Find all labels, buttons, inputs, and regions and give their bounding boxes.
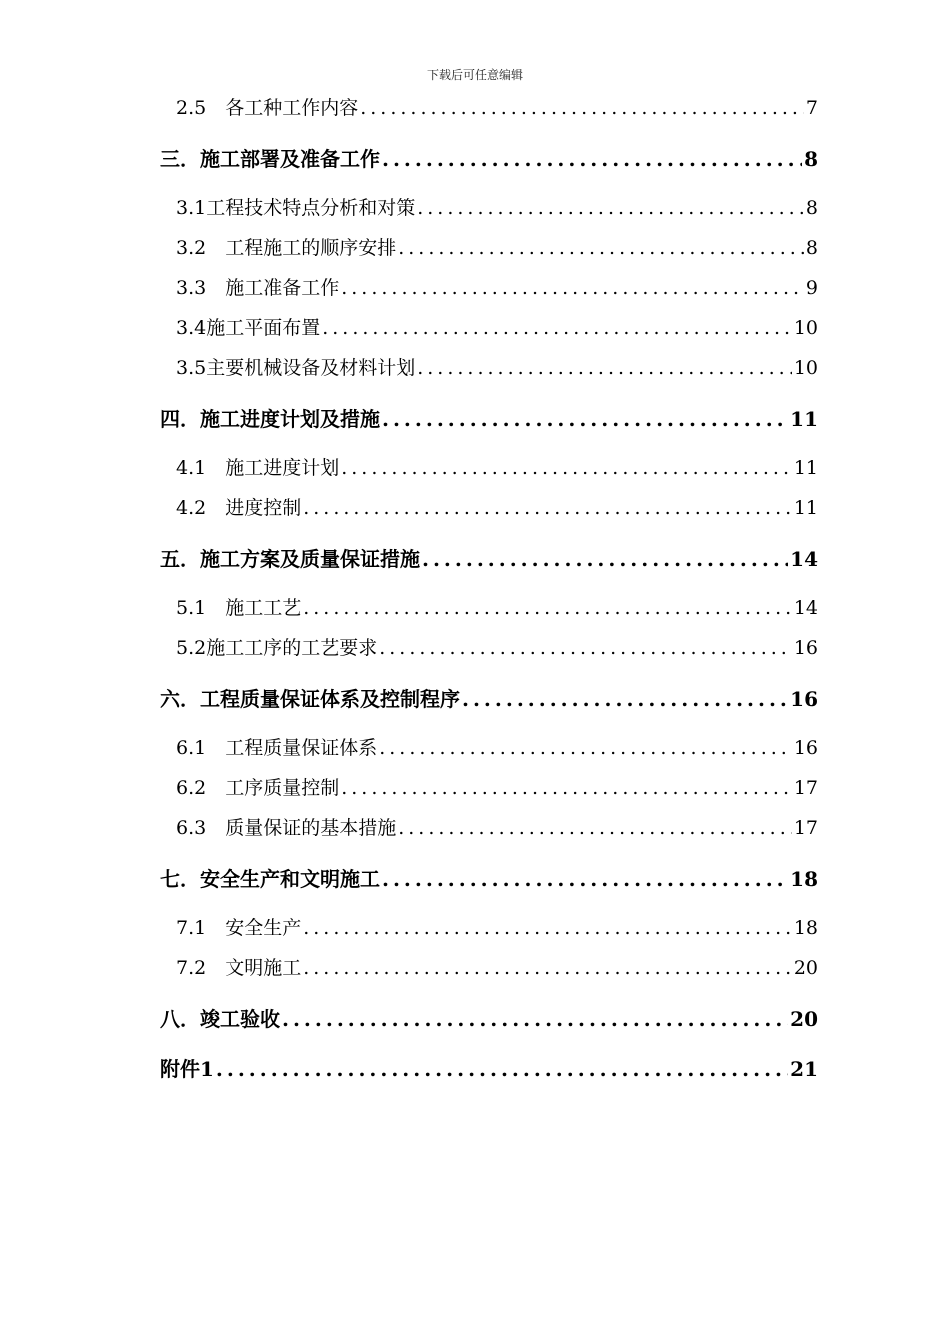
toc-entry-page: 18 [793, 917, 818, 939]
toc-entry-page: 10 [793, 317, 818, 339]
toc-entry-title: 7.1 安全生产 [176, 917, 302, 939]
toc-entry[interactable] [176, 499, 818, 518]
dot-leader [417, 199, 804, 218]
toc-entry-title: 八．竣工验收 [160, 1007, 280, 1031]
toc-entry-title: 4.1 施工进度计划 [176, 457, 340, 479]
toc-entry-title: 5.2施工工序的工艺要求 [176, 637, 378, 659]
toc-entry-title: 6.2 工序质量控制 [176, 777, 340, 799]
dot-leader [216, 1059, 788, 1079]
toc-entry[interactable] [160, 1009, 818, 1029]
toc-entry-page: 20 [790, 1007, 818, 1031]
dot-leader [303, 499, 792, 518]
toc-entry-title: 7.2 文明施工 [176, 957, 302, 979]
toc-entry-title: 4.2 进度控制 [176, 497, 302, 519]
dot-leader [341, 279, 804, 298]
toc-entry-title: 3.1工程技术特点分析和对策 [176, 197, 416, 219]
toc-entry-title: 6.1 工程质量保证体系 [176, 737, 378, 759]
toc-entry[interactable] [160, 149, 818, 169]
page-header: 下载后可任意编辑 [426, 68, 523, 82]
toc-entry[interactable] [176, 779, 818, 798]
toc-entry-title: 3.5主要机械设备及材料计划 [176, 357, 416, 379]
toc-entry[interactable] [160, 689, 818, 709]
dot-leader [398, 239, 804, 258]
toc-entry-page: 21 [790, 1057, 818, 1081]
toc-entry-title: 六．工程质量保证体系及控制程序 [160, 687, 460, 711]
toc-entry[interactable] [176, 319, 818, 338]
toc-entry-page: 17 [793, 777, 818, 799]
toc-entry-page: 16 [793, 737, 818, 759]
dot-leader [382, 409, 788, 429]
toc-entry[interactable] [176, 959, 818, 978]
toc-entry-page: 14 [793, 597, 818, 619]
toc-entry[interactable] [160, 869, 818, 889]
dot-leader [341, 779, 792, 798]
toc-entry-title: 五．施工方案及质量保证措施 [160, 547, 420, 571]
toc-entry-page: 8 [805, 237, 818, 259]
dot-leader [322, 319, 792, 338]
toc-entry-title: 6.3 质量保证的基本措施 [176, 817, 397, 839]
toc-entry[interactable] [176, 599, 818, 618]
toc-entry-title: 3.2 工程施工的顺序安排 [176, 237, 397, 259]
toc-entry[interactable] [160, 549, 818, 569]
toc-entry-title: 三．施工部署及准备工作 [160, 147, 380, 171]
dot-leader [422, 549, 788, 569]
toc-entry-page: 17 [793, 817, 818, 839]
toc-entry[interactable] [176, 99, 818, 118]
dot-leader [360, 99, 804, 118]
dot-leader [379, 739, 792, 758]
toc-entry-page: 16 [790, 687, 818, 711]
toc-entry-page: 11 [793, 497, 818, 519]
toc-entry[interactable] [176, 239, 818, 258]
toc-entry-title: 2.5 各工种工作内容 [176, 97, 359, 119]
toc-entry-page: 20 [793, 957, 818, 979]
toc-entry-page: 9 [805, 277, 818, 299]
toc-entry[interactable] [160, 1059, 818, 1079]
dot-leader [382, 149, 802, 169]
toc-entry-page: 14 [790, 547, 818, 571]
toc-entry-page: 7 [805, 97, 818, 119]
toc-entry[interactable] [176, 459, 818, 478]
toc-entry[interactable] [176, 819, 818, 838]
toc-entry-page: 8 [804, 147, 818, 171]
toc-entry-title: 四．施工进度计划及措施 [160, 407, 380, 431]
dot-leader [303, 599, 792, 618]
toc-entry-title: 七．安全生产和文明施工 [160, 867, 380, 891]
dot-leader [462, 689, 788, 709]
toc-entry[interactable] [160, 409, 818, 429]
toc-entry-title: 5.1 施工工艺 [176, 597, 302, 619]
dot-leader [417, 359, 792, 378]
toc-entry[interactable] [176, 919, 818, 938]
dot-leader [282, 1009, 788, 1029]
dot-leader [379, 639, 792, 658]
toc-entry[interactable] [176, 199, 818, 218]
dot-leader [341, 459, 792, 478]
toc-entry-title: 附件1 [160, 1057, 214, 1081]
toc-entry[interactable] [176, 279, 818, 298]
toc-entry-page: 8 [805, 197, 818, 219]
toc-entry-title: 3.3 施工准备工作 [176, 277, 340, 299]
toc-entry-page: 18 [790, 867, 818, 891]
toc-entry-title: 3.4施工平面布置 [176, 317, 321, 339]
toc-entry[interactable] [176, 639, 818, 658]
toc-entry-page: 11 [793, 457, 818, 479]
dot-leader [398, 819, 792, 838]
toc-entry-page: 11 [790, 407, 818, 431]
dot-leader [382, 869, 788, 889]
toc-entry-page: 10 [793, 357, 818, 379]
toc-entry[interactable] [176, 359, 818, 378]
toc-entry-page: 16 [793, 637, 818, 659]
toc-entry[interactable] [176, 739, 818, 758]
dot-leader [303, 919, 792, 938]
dot-leader [303, 959, 792, 978]
